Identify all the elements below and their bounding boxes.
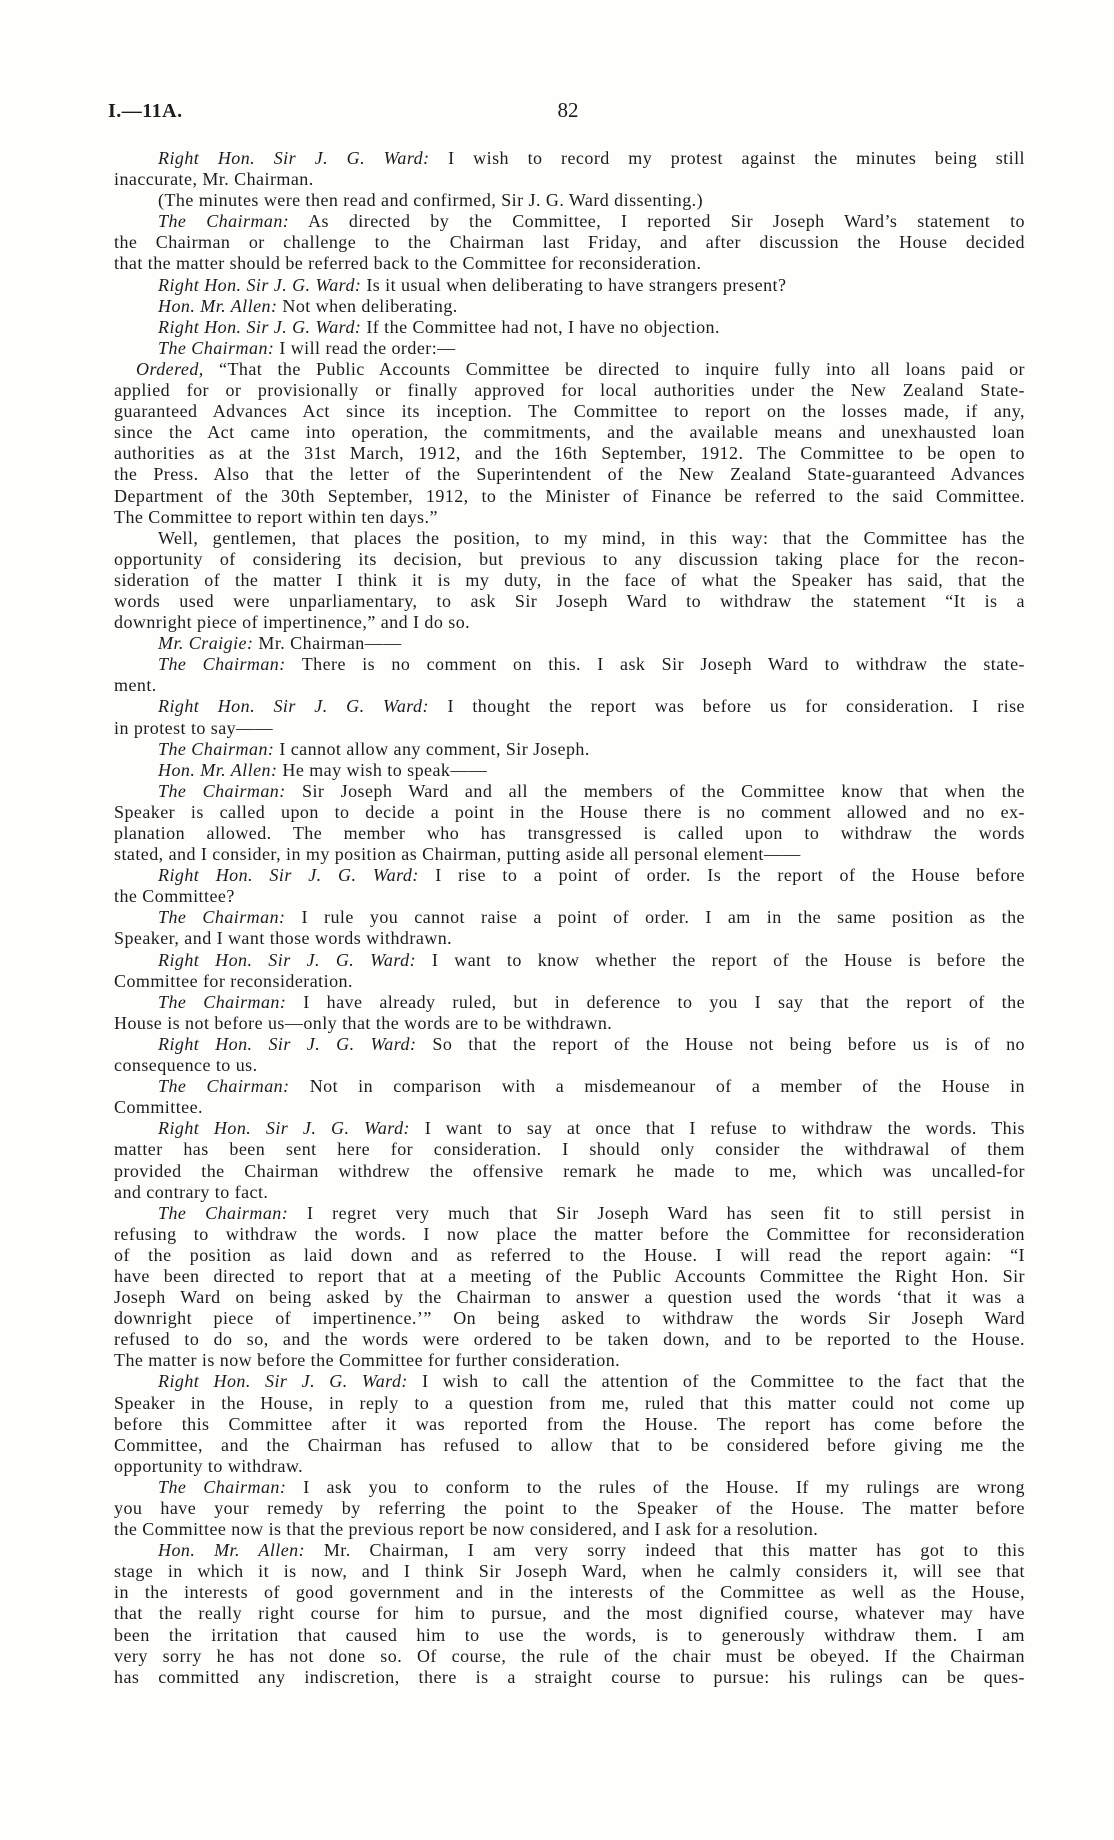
text-line: Joseph Ward on being asked by the Chairman to answer a question used the words ‘that it was a (114, 1287, 1025, 1308)
speaker-name: Right Hon. Sir J. G. Ward: (158, 949, 417, 970)
text-line (114, 654, 1025, 675)
paragraph (114, 654, 1025, 696)
speech-text: I have already ruled, but in deference to you I say that the report of the (303, 991, 1026, 1012)
text-line (114, 865, 1025, 886)
speaker-name: The Chairman: (158, 991, 287, 1012)
text-line: Speaker, and I want those words withdrawn. (114, 928, 453, 949)
speech-text: Not when deliberating. (282, 295, 458, 316)
text-line: stage in which it is now, and I think Sir Joseph Ward, when he calmly considers it, will see that (114, 1561, 1025, 1582)
paragraph (114, 1118, 1025, 1202)
text-line: opportunity to withdraw. (114, 1455, 304, 1476)
paragraph (114, 211, 1025, 274)
speech-text: I will read the order:— (279, 337, 456, 358)
text-line: guaranteed Advances Act since its inception. The Committee to report on the losses made, if any, (114, 401, 1025, 422)
paragraph (114, 1540, 1025, 1688)
text-line: that the really right course for him to pursue, and the most dignified course, whatever may have (114, 1603, 1025, 1624)
speaker-name: Ordered, (136, 358, 204, 379)
speech-text: Mr. Chairman, I am very sorry indeed that this matter has got to this (323, 1540, 1025, 1561)
text-line: words used were unparliamentary, to ask Sir Joseph Ward to withdraw the statement “It is a (114, 590, 1025, 611)
speaker-name: Mr. Craigie: (158, 633, 254, 654)
paragraph (114, 148, 1025, 190)
text-line: the Press. Also that the letter of the Superintendent of the New Zealand State-guaranteed Advances (114, 464, 1025, 485)
speaker-name: Right Hon. Sir J. G. Ward: (158, 865, 419, 886)
text-line (114, 739, 1025, 760)
text-line: very sorry he has not done so. Of course, the rule of the chair must be obeyed. If the Chairman (114, 1645, 1025, 1666)
text-line: authorities as at the 31st March, 1912, and the 16th September, 1912. The Committee to be open to (114, 443, 1025, 464)
text-line (114, 696, 1025, 717)
text-line (114, 1118, 1025, 1139)
speaker-name: The Chairman: (158, 907, 286, 928)
text-line (114, 317, 1025, 338)
speaker-name: Hon. Mr. Allen: (158, 1540, 306, 1561)
text-line: The matter is now before the Committee for further consideration. (114, 1350, 621, 1371)
text-line (114, 633, 1025, 654)
paragraph (114, 317, 1025, 338)
text-line: in protest to say—— (114, 717, 274, 738)
speech-text: Is it usual when deliberating to have strangers present? (366, 274, 787, 295)
text-line (114, 1371, 1025, 1392)
text-line: Department of the 30th September, 1912, to the Minister of Finance be referred to the said Committee. (114, 485, 1025, 506)
speaker-name: The Chairman: (158, 1202, 289, 1223)
text-line: downright piece of impertinence,” and I do so. (114, 612, 471, 633)
speech-text: Not in comparison with a misdemeanour of a member of the House in (309, 1076, 1025, 1097)
text-line: has committed any indiscretion, there is a straight course to pursue: his rulings can be ques- (114, 1666, 1025, 1687)
speaker-name: The Chairman: (158, 1476, 287, 1497)
speaker-name: Right Hon. Sir J. G. Ward: (158, 1118, 410, 1139)
text-line: and contrary to fact. (114, 1181, 269, 1202)
text-line: since the Act came into operation, the commitments, and the available means and unexhausted loan (114, 422, 1025, 443)
speech-text: So that the report of the House not being before us is of no (432, 1033, 1025, 1054)
speaker-name: Hon. Mr. Allen: (158, 759, 278, 780)
text-line (114, 950, 1025, 971)
text-line (114, 1540, 1025, 1561)
paragraph (114, 760, 1025, 781)
text-line (114, 296, 1025, 317)
paragraph (114, 1477, 1025, 1540)
text-line (114, 1477, 1025, 1498)
speech-text: I thought the report was before us for consideration. I rise (447, 696, 1025, 717)
speaker-name: Right Hon. Sir J. G. Ward: (158, 1371, 408, 1392)
speaker-name: Right Hon. Sir J. G. Ward: (158, 274, 362, 295)
speech-text: “That the Public Accounts Committee be directed to inquire fully into all loans paid or (219, 358, 1025, 379)
speaker-name: The Chairman: (158, 211, 290, 232)
speech-text: I want to say at once that I refuse to withdraw the words. This (424, 1118, 1026, 1139)
speech-text: He may wish to speak—— (282, 759, 488, 780)
text-line: planation allowed. The member who has transgressed is called upon to withdraw the words (114, 823, 1025, 843)
text-line: Committee, and the Chairman has refused to allow that to be considered before giving me the (114, 1434, 1025, 1455)
paragraph (114, 190, 1025, 211)
speech-text: I rule you cannot raise a point of order. I am in the same position as the (301, 907, 1025, 928)
text-line: stated, and I consider, in my position as Chairman, putting aside all personal element—— (114, 844, 801, 865)
paragraph (114, 907, 1025, 949)
paragraph (114, 1034, 1025, 1076)
speaker-name: Right Hon. Sir J. G. Ward: (158, 696, 429, 717)
text-line: House is not before us—only that the words are to be withdrawn. (114, 1012, 613, 1033)
paragraph (114, 1076, 1025, 1118)
text-line: that the matter should be referred back to the Committee for reconsideration. (114, 253, 702, 274)
text-line: Well, gentlemen, that places the position, to my mind, in this way: that the Committee has the (158, 527, 1025, 548)
text-line: provided the Chairman withdrew the offensive remark he made to me, which was uncalled-for (114, 1160, 1025, 1181)
paragraph (114, 633, 1025, 654)
speaker-name: The Chairman: (158, 738, 275, 759)
text-line: been the irritation that caused him to use the words, is to generously withdraw them. I am (114, 1624, 1025, 1645)
text-line: downright piece of impertinence.’” On being asked to withdraw the words Sir Joseph Ward (114, 1308, 1025, 1329)
text-line: the Chairman or challenge to the Chairman last Friday, and after discussion the House decided (114, 232, 1025, 253)
text-line: have been directed to report that at a meeting of the Public Accounts Committee the Right Hon. Sir (114, 1265, 1025, 1286)
text-line (114, 275, 1025, 296)
text-line: before this Committee after it was reported from the House. The report has come before the (114, 1413, 1025, 1434)
text-line: applied for or provisionally or finally approved for local authorities under the New Zealand State- (114, 380, 1025, 401)
text-line: in the interests of good government and in the interests of the Committee as well as the House, (114, 1582, 1025, 1603)
text-line (114, 338, 1025, 359)
paragraph (114, 865, 1025, 907)
speaker-name: Right Hon. Sir J. G. Ward: (158, 1033, 417, 1054)
body-text (114, 148, 1025, 1688)
paragraph (114, 338, 1025, 359)
text-line: The Committee to report within ten days.” (114, 506, 438, 527)
text-line: Speaker is called upon to decide a point in the House there is no comment allowed and no ex- (114, 801, 1025, 822)
speaker-name: The Chairman: (158, 654, 286, 675)
text-line: Committee. (114, 1097, 203, 1118)
text-line: consequence to us. (114, 1055, 258, 1076)
page-number: 82 (557, 98, 579, 122)
paragraph (114, 359, 1025, 528)
text-line: Committee for reconsideration. (114, 970, 353, 991)
text-line (114, 1076, 1025, 1097)
text-line: opportunity of considering its decision, but previous to any discussion taking place for the recon- (114, 548, 1025, 569)
text-line: you have your remedy by referring the point to the Speaker of the House. The matter before (114, 1498, 1025, 1518)
text-line (114, 211, 1025, 232)
document-code: I.—11A. (108, 100, 183, 122)
text-line: refused to do so, and the words were ordered to be taken down, and to be reported to the House. (114, 1329, 1025, 1350)
speech-text: Mr. Chairman—— (258, 633, 402, 654)
text-line (114, 781, 1025, 802)
speech-text: As directed by the Committee, I reported Sir Joseph Ward’s statement to (308, 211, 1025, 232)
speech-text: I regret very much that Sir Joseph Ward has seen fit to still persist in (306, 1202, 1025, 1223)
speaker-name: Right Hon. Sir J. G. Ward: (158, 148, 430, 168)
speaker-name: Hon. Mr. Allen: (158, 295, 278, 316)
speech-text: There is no comment on this. I ask Sir Joseph Ward to withdraw the state- (301, 654, 1026, 675)
text-line: (The minutes were then read and confirmed, Sir J. G. Ward dissenting.) (158, 190, 704, 211)
paragraph (114, 275, 1025, 296)
paragraph (114, 1371, 1025, 1476)
text-line: refusing to withdraw the words. I now place the matter before the Committee for reconsideration (114, 1223, 1025, 1244)
speech-text: I wish to record my protest against the minutes being still (448, 148, 1025, 168)
text-line (114, 992, 1025, 1013)
speech-text: I wish to call the attention of the Committee to the fact that the (422, 1371, 1025, 1392)
speaker-name: The Chairman: (158, 780, 286, 801)
paragraph (114, 696, 1025, 738)
text-line (114, 148, 1025, 169)
speaker-name: Right Hon. Sir J. G. Ward: (158, 316, 362, 337)
text-line (114, 359, 1025, 380)
text-line (114, 907, 1025, 928)
text-line: the Committee now is that the previous report be now considered, and I ask for a resolution. (114, 1519, 819, 1540)
text-line: inaccurate, Mr. Chairman. (114, 169, 314, 190)
speech-text: I ask you to conform to the rules of the House. If my rulings are wrong (303, 1476, 1025, 1497)
speech-text: If the Committee had not, I have no objection. (366, 316, 720, 337)
paragraph (114, 296, 1025, 317)
paragraph (114, 781, 1025, 865)
paragraph (114, 528, 1025, 633)
speech-text: Sir Joseph Ward and all the members of the Committee know that when the (302, 780, 1025, 801)
text-line: ment. (114, 675, 157, 696)
text-line (114, 1034, 1025, 1055)
speaker-name: The Chairman: (158, 1076, 290, 1097)
text-line (114, 1203, 1025, 1224)
text-line: sideration of the matter I think it is my duty, in the face of what the Speaker has said, that the (114, 569, 1025, 590)
paragraph (114, 1203, 1025, 1372)
text-line: Speaker in the House, in reply to a question from me, ruled that this matter could not come up (114, 1392, 1025, 1413)
paragraph (114, 950, 1025, 992)
text-line (114, 760, 1025, 781)
speech-text: I rise to a point of order. Is the report of the House before (435, 865, 1025, 886)
text-line: the Committee? (114, 886, 235, 907)
paragraph (114, 992, 1025, 1034)
text-line: of the position as laid down and as referred to the House. I will read the report again: “I (114, 1244, 1025, 1265)
text-line: matter has been sent here for consideration. I should only consider the withdrawal of them (114, 1139, 1025, 1160)
paragraph (114, 739, 1025, 760)
speaker-name: The Chairman: (158, 337, 275, 358)
speech-text: I want to know whether the report of the House is before the (431, 949, 1025, 970)
speech-text: I cannot allow any comment, Sir Joseph. (279, 738, 590, 759)
